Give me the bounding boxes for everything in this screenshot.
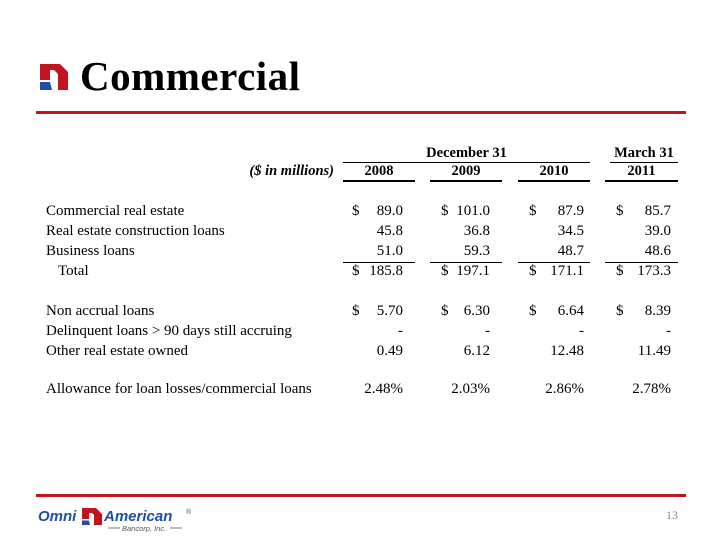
currency-symbol: $ <box>529 263 537 279</box>
column-header-2011: 2011 <box>627 163 656 179</box>
currency-symbol: $ <box>352 263 360 279</box>
cell-value: 89.0 <box>376 203 403 219</box>
cell-value: 85.7 <box>644 203 671 219</box>
cell-value: 48.6 <box>644 243 671 259</box>
cell-value: 51.0 <box>376 243 403 259</box>
cell-value: 5.70 <box>376 303 403 319</box>
cell-value: 36.8 <box>463 223 490 239</box>
table-row <box>0 243 720 263</box>
row-label: Other real estate owned <box>46 343 189 359</box>
slide-title: Commercial <box>80 53 301 99</box>
row-label: Non accrual loans <box>46 303 155 319</box>
row-label: Allowance for loan losses/commercial loans <box>46 381 312 397</box>
column-header-2009: 2009 <box>451 163 481 179</box>
cell-value: 8.39 <box>644 303 671 319</box>
currency-symbol: $ <box>352 303 360 319</box>
currency-symbol: $ <box>529 203 537 219</box>
table-row <box>0 343 720 363</box>
cell-value: 48.7 <box>557 243 584 259</box>
currency-symbol: $ <box>616 203 624 219</box>
column-header-2008: 2008 <box>364 163 394 179</box>
cell-value: 59.3 <box>463 243 490 259</box>
table-row <box>0 223 720 243</box>
group-header-march: March 31 <box>614 145 674 161</box>
column-rule-2010 <box>518 180 590 182</box>
cell-value: 6.64 <box>557 303 584 319</box>
table-row <box>0 381 720 401</box>
cell-value: 197.1 <box>456 263 490 279</box>
cell-value: 0.49 <box>376 343 403 359</box>
currency-symbol: $ <box>441 263 449 279</box>
cell-value: 6.12 <box>463 343 490 359</box>
subtotal-rule <box>430 262 502 263</box>
cell-value: 2.78% <box>632 381 671 397</box>
table-row <box>0 303 720 323</box>
currency-symbol: $ <box>616 303 624 319</box>
cell-value: - <box>579 323 584 339</box>
cell-value: 6.30 <box>463 303 490 319</box>
omniamerican-bancorp-logo-icon <box>36 503 206 533</box>
title-divider <box>36 111 686 114</box>
cell-value: 45.8 <box>376 223 403 239</box>
table-row <box>0 263 720 283</box>
cell-value: 12.48 <box>550 343 584 359</box>
cell-value: 39.0 <box>644 223 671 239</box>
cell-value: 101.0 <box>456 203 490 219</box>
cell-value: 2.03% <box>451 381 490 397</box>
cell-value: 171.1 <box>550 263 584 279</box>
subtotal-rule <box>343 262 415 263</box>
footer-logo-sub: Bancorp, Inc. <box>122 524 167 533</box>
footer-divider <box>36 494 686 497</box>
currency-symbol: $ <box>441 203 449 219</box>
column-rule-2009 <box>430 180 502 182</box>
cell-value: - <box>666 323 671 339</box>
column-rule-2011 <box>605 180 678 182</box>
column-rule-2008 <box>343 180 415 182</box>
cell-value: 87.9 <box>557 203 584 219</box>
cell-value: 2.48% <box>364 381 403 397</box>
footer-logo-registered: ® <box>186 509 192 516</box>
omniamerican-logo-icon <box>38 60 70 92</box>
currency-symbol: $ <box>352 203 360 219</box>
cell-value: 185.8 <box>369 263 403 279</box>
currency-symbol: $ <box>529 303 537 319</box>
cell-value: - <box>398 323 403 339</box>
row-label: Business loans <box>46 243 135 259</box>
cell-value: 173.3 <box>637 263 671 279</box>
cell-value: 11.49 <box>637 343 671 359</box>
row-label: Total <box>58 263 89 279</box>
row-label: Delinquent loans > 90 days still accruing <box>46 323 292 339</box>
cell-value: - <box>485 323 490 339</box>
currency-symbol: $ <box>441 303 449 319</box>
footer-logo-omni: Omni <box>38 508 77 525</box>
cell-value: 2.86% <box>545 381 584 397</box>
table-row <box>0 203 720 223</box>
column-header-2010: 2010 <box>539 163 569 179</box>
row-label: Commercial real estate <box>46 203 185 219</box>
page-number: 13 <box>666 508 678 522</box>
group-header-december: December 31 <box>426 145 507 161</box>
subtotal-rule <box>518 262 590 263</box>
row-label: Real estate construction loans <box>46 223 225 239</box>
currency-symbol: $ <box>616 263 624 279</box>
units-label: ($ in millions) <box>249 163 334 179</box>
table-row <box>0 323 720 343</box>
footer-logo-american: American <box>104 508 173 525</box>
subtotal-rule <box>605 262 678 263</box>
cell-value: 34.5 <box>557 223 584 239</box>
